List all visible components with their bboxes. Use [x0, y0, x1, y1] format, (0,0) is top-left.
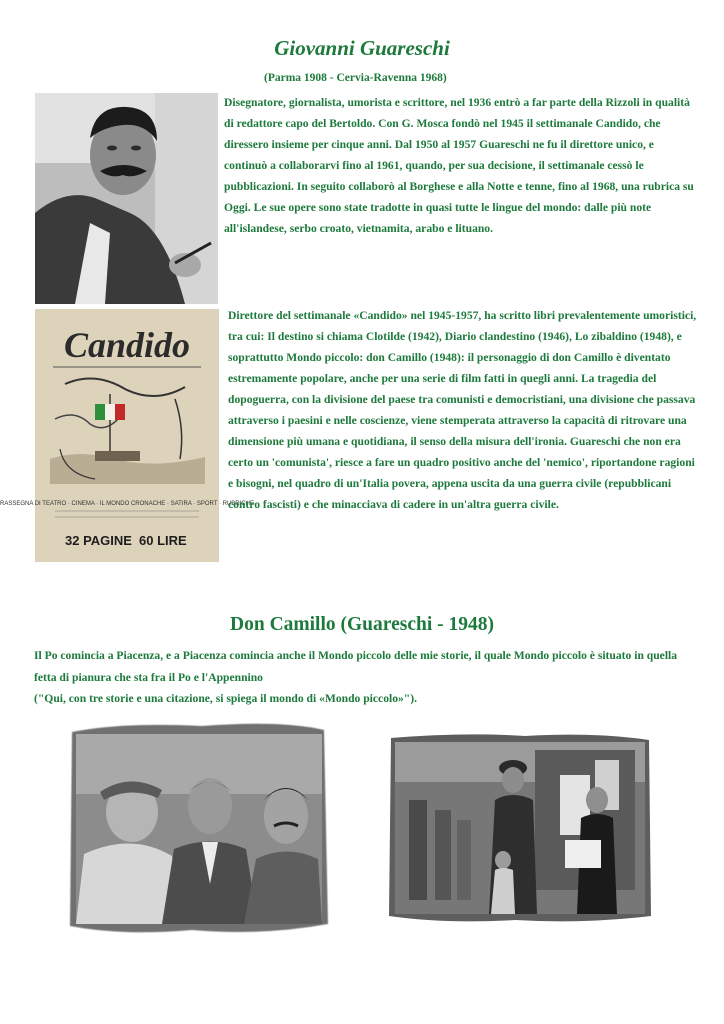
intro-quote: Il Po comincia a Piacenza, e a Piacenza comincia anche il Mondo piccolo delle mie storie, il quale Mondo piccolo è situato in quella fetta di pianura che sta fra il Po e l'Appennino: [34, 649, 678, 684]
candido-cover-image: [0, 309, 254, 562]
section-intro: [34, 645, 694, 710]
bio-paragraph-1: Disegnatore, giornalista, umorista e scrittore, nel 1936 entrò a far parte della Rizzoli in qualità di redattore capo del Bertoldo. Con G. Mosca fondò nel 1945 il settimanale Candido, che diressero insieme per cinque anni. Dal 1950 al 1957 Guareschi ne fu il direttore unico, e continuò a collaborarvi fino al 1961, quando, per sua decisione, il settimanale cessò le pubblicazioni. In seguito collaborò al Borghese e alla Notte e tenne, fino al 1968, una rubrica su Oggi. Le sue opere sono state tradotte in quasi tutte le lingue del mondo: dalle più note all'islandese, serbo croato, vietnamita, arabo e lituano.: [224, 96, 694, 235]
bio-paragraph-2: Direttore del settimanale «Candido» nel 1945-1957, ha scritto libri prevalentemente umoristici, tra cui: Il destino si chiama Clotilde (1942), Diario clandestino (1946), Lo zibaldino (1948), e soprattutto Mondo piccolo: don Camillo (1948): il personaggio di don Camillo è diventato estremamente popolare, anche per una serie di film fatti in quegli anni. La tragedia del dopoguerra, con la divisione del paese tra comunisti e democristiani, una divisione che passava attraverso i paesini e nelle coscienze, viene stemperata attraverso la capacità di ritrovare una dimensione più umana e quotidiana, il senso della misura dell'ironia. Guareschi che non era certo un 'comunista', riesce a fare un quadro positivo anche del 'nemico', riportandone ragioni e bisogni, nel quadro di un'Italia povera, appena uscita da una guerra civile (repubblicani contro fascisti) e che minacciava di cadere in un'altra guerra civile.: [228, 309, 697, 511]
guareschi-portrait-photo: [35, 93, 218, 304]
intro-citation: ("Qui, con tre storie e una citazione, si spiega il mondo di «Mondo piccolo»").: [34, 692, 418, 705]
life-dates: (Parma 1908 - Cervia-Ravenna 1968): [264, 72, 447, 84]
cover-price: 60 LIRE: [139, 533, 187, 548]
film-still-three-men: [62, 714, 335, 942]
page-title: Giovanni Guareschi: [274, 36, 450, 60]
section-title: Don Camillo (Guareschi - 1948): [230, 614, 494, 635]
cover-footer-line: RASSEGNA DI TEATRO · CINEMA · IL MONDO CRONACHE · SATIRA · SPORT · RUBRICHE: [0, 501, 254, 507]
film-still-street-scene: [385, 730, 655, 925]
cover-masthead: Candido: [63, 325, 191, 365]
cover-pages: 32 PAGINE: [65, 533, 132, 548]
